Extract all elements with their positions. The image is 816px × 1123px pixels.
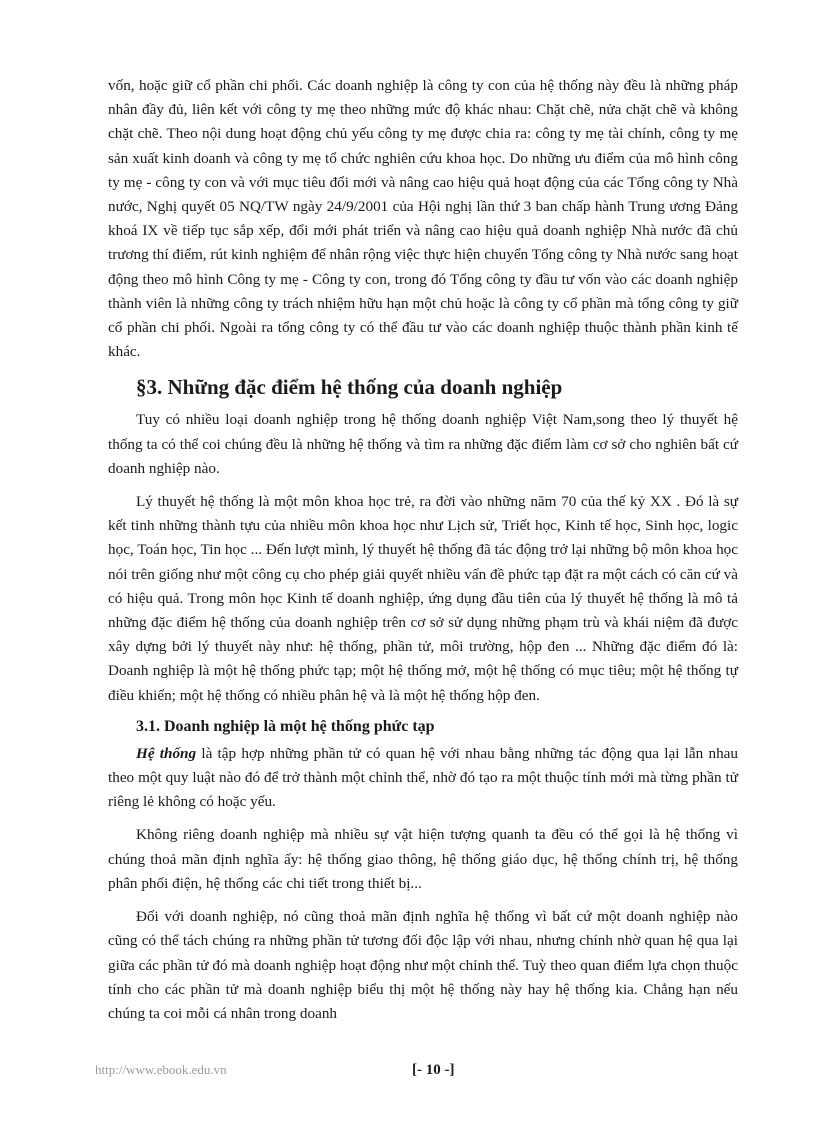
section-heading: §3. Những đặc điểm hệ thống của doanh nghiệp xyxy=(136,375,563,400)
intro-paragraph: vốn, hoặc giữ cổ phần chi phối. Các doanh nghiệp là công ty con của hệ thống này đều là những pháp nhân đầy đủ, liên kết với công ty mẹ theo những mức độ khác nhau: Chặt chẽ, nửa chặt chẽ và không chặt chẽ. Theo nội dung hoạt động chủ yếu công ty mẹ được chia ra: công ty mẹ tài chính, công ty mẹ sản xuất kinh doanh và công ty mẹ tổ chức nghiên cứu khoa học. Do những ưu điểm của mô hình công ty mẹ - công ty con và với mục tiêu đổi mới và nâng cao hiệu quả hoạt động của các Tổng công ty Nhà nước, Nghị quyết 05 NQ/TW ngày 24/9/2001 của Hội nghị lần thứ 3 ban chấp hành Trung ương Đảng khoá IX về tiếp tục sắp xếp, đổi mới phát triển và nâng cao hiệu quả doanh nghiệp Nhà nước đã chủ trương thí điểm, rút kinh nghiệm để nhân rộng việc thực hiện chuyển Tổng công ty Nhà nước sang hoạt động theo mô hình Công ty mẹ - Công ty con, trong đó Tổng công ty đầu tư vốn vào các doanh nghiệp thành viên là những công ty trách nhiệm hữu hạn một chủ hoặc là công ty cổ phần mà tổng công ty giữ cổ phần chi phối. Ngoài ra tổng công ty có thể đầu tư vào các doanh nghiệp thuộc thành phần kinh tế khác. xyxy=(108,77,738,361)
footer-url[interactable]: http://www.ebook.edu.vn xyxy=(95,1062,227,1077)
page-number: [- 10 -] xyxy=(412,1062,455,1078)
section-paragraph-1: Tuy có nhiều loại doanh nghiệp trong hệ thống doanh nghiệp Việt Nam,song theo lý thuyết hệ thống ta có thể coi chúng đều là những hệ thống và tìm ra những đặc điểm làm cơ sở cho nghiên bất cứ doanh nghiệp nào. xyxy=(108,411,738,477)
subsection-paragraph-2: Đối với doanh nghiệp, nó cũng thoả mãn định nghĩa hệ thống vì bất cứ một doanh nghiệp nào cũng có thể tách chúng ra những phần tử tương đối độc lập với nhau, nhưng chính nhờ quan hệ qua lại giữa các phần tử đó mà doanh nghiệp hoạt động như một chỉnh thể. Tuỳ theo quan điểm lựa chọn thuộc tính cho các phần tử mà doanh nghiệp biểu thị một hệ thống này hay hệ thống kia. Chẳng hạn nếu chúng ta coi mỗi cá nhân trong doanh xyxy=(108,908,738,1022)
definition-paragraph xyxy=(108,742,738,815)
subsection-paragraph-1: Không riêng doanh nghiệp mà nhiều sự vật hiện tượng quanh ta đều có thể gọi là hệ thống vì chúng thoả mãn định nghĩa ấy: hệ thống giao thông, hệ thống giáo dục, hệ thống chính trị, hệ thống phân phối điện, hệ thống các chi tiết trong thiết bị... xyxy=(108,826,738,892)
definition-text: là tập hợp những phần tử có quan hệ với nhau bằng những tác động qua lại lẫn nhau theo một quy luật nào đó để trở thành một chỉnh thể, nhờ đó tạo ra một thuộc tính mới mà từng phần tử riêng lẻ không có hoặc yếu. xyxy=(108,744,739,811)
subsection-heading: 3.1. Doanh nghiệp là một hệ thống phức tạp xyxy=(136,717,435,735)
definition-term: Hệ thống xyxy=(136,744,197,762)
section-paragraph-2: Lý thuyết hệ thống là một môn khoa học trẻ, ra đời vào những năm 70 của thế kỷ XX . Đó là sự kết tinh những thành tựu của nhiều môn khoa học như Lịch sử, Triết học, Kinh tế học, Sinh học, logic học, Toán học, Tin học ... Đến lượt mình, lý thuyết hệ thống đã tác động trở lại những bộ môn khoa học nói trên giống như một công cụ cho phép giải quyết nhiều vấn đề phức tạp đặt ra một cách có căn cứ và có hiệu quả. Trong môn học Kinh tế doanh nghiệp, ứng dụng đầu tiên của lý thuyết hệ thống là mô tả những đặc điểm hệ thống của doanh nghiệp trên cơ sở sử dụng những phạm trù và khái niệm đã được xây dựng bởi lý thuyết này như: hệ thống, phần tử, môi trường, hộp đen ... Những đặc điểm đó là: Doanh nghiệp là một hệ thống phức tạp; một hệ thống mở, một hệ thống có mục tiêu; một hệ thống tự điều khiển; một hệ thống có nhiều phân hệ và là một hệ thống hộp đen. xyxy=(108,493,738,704)
document-page xyxy=(108,74,738,1026)
